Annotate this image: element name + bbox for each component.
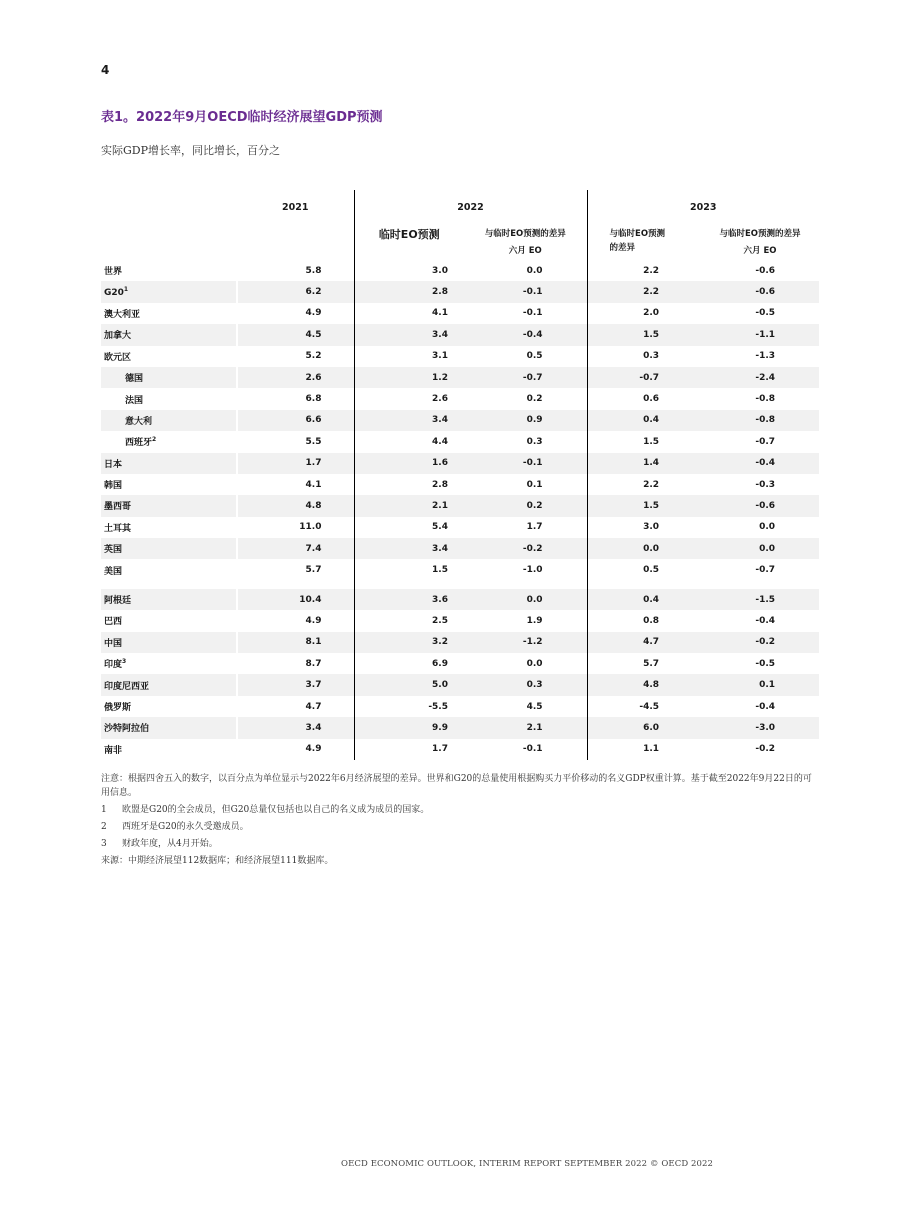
cell-value: 0.0 [759,522,776,533]
cell-value: 4.9 [305,615,322,626]
cell-value: 4.8 [587,674,701,695]
cell-value: 6.6 [237,410,354,431]
cell-value: 5.0 [354,674,464,695]
country-label: 巴西 [104,617,123,628]
cell-value: 4.7 [587,632,701,653]
cell-value: 2.8 [354,281,464,302]
cell-value: 0.1 [526,479,543,490]
cell-value: -3.0 [701,717,819,738]
group-spacer [101,581,819,589]
country-label: 西班牙 [125,438,153,449]
country-name [101,589,237,610]
note-source: 来源：中期经济展望112数据库；和经济展望111数据库。 [101,856,334,866]
country-name [101,453,237,474]
cell-value: 8.1 [237,632,354,653]
table-row [101,632,819,653]
country-name [101,653,237,674]
cell-value: 2.2 [587,474,701,495]
country-name [101,696,237,717]
footnote-2-number: 2 [101,822,107,832]
cell-value: -0.6 [701,495,819,516]
cell-value: -1.0 [522,565,543,576]
country-name [101,281,237,302]
country-name [101,674,237,695]
table-title: 表1。2022年9月OECD临时经济展望GDP预测 [101,110,383,125]
cell-value: 6.8 [305,394,322,405]
footnote-marker: 2 [152,436,157,444]
cell-value: 1.5 [354,559,464,580]
country-name [101,346,237,367]
cell-value: 4.5 [526,701,543,712]
cell-value: 9.9 [354,717,464,738]
country-label: 澳大利亚 [104,309,141,320]
cell-value: 0.0 [526,265,543,276]
cell-value: 0.2 [526,394,543,405]
cell-value: 5.2 [305,351,322,362]
country-name [101,538,237,559]
footnote-marker: 1 [123,286,129,294]
cell-value: 2.5 [354,610,464,631]
table-row [101,474,819,495]
country-label: 印度 [104,660,123,671]
cell-value: -0.4 [701,453,819,474]
gdp-table-container [101,190,819,760]
subheader-interim-2023-line1: 与临时EO预测 [609,229,666,239]
spacer-cell [354,581,464,589]
country-label: 韩国 [104,481,123,492]
cell-value: 1.7 [354,739,464,760]
page-footer: OECD ECONOMIC OUTLOOK, INTERIM REPORT SEPTEMBER 2022 © OECD 2022 [341,1159,714,1169]
country-label: 欧元区 [104,352,132,363]
country-name [101,632,237,653]
cell-value: -0.7 [755,565,776,576]
cell-value: 7.4 [237,538,354,559]
cell-value: 1.6 [354,453,464,474]
country-label: G20 [104,288,124,299]
cell-value: 0.4 [587,410,701,431]
subheader-blank [101,224,237,260]
subheader-interim-2023 [587,224,701,260]
cell-value: 1.1 [587,739,701,760]
footnote-1 [101,803,819,817]
table-subtitle: 实际GDP增长率，同比增长，百分之 [101,144,281,157]
cell-value: 2.8 [354,474,464,495]
cell-value: 5.4 [354,517,464,538]
cell-value: 3.4 [354,324,464,345]
table-row [101,281,819,302]
cell-value: 1.7 [526,522,543,533]
footnote-marker: 3 [122,658,127,666]
cell-value: 6.2 [237,281,354,302]
subheader-interim-2023-line2: 的差异 [609,243,636,253]
cell-value: 2.0 [587,303,701,324]
table-row [101,610,819,631]
country-name [101,717,237,738]
cell-value: 3.7 [237,674,354,695]
cell-value: 1.9 [526,615,543,626]
cell-value: -0.5 [755,658,776,669]
spacer-cell [237,581,354,589]
country-name [101,517,237,538]
table-row [101,324,819,345]
subheader-interim-forecast: 临时EO预测 [354,224,464,260]
subheader-diff-2022-line1: 与临时EO预测的差异 [484,229,566,239]
subheader-diff-2023 [701,224,819,260]
country-name [101,739,237,760]
cell-value: 5.5 [305,436,322,447]
cell-value: 0.5 [587,559,701,580]
spacer-cell [701,581,819,589]
country-name [101,495,237,516]
country-label: 意大利 [125,416,153,427]
cell-value: 0.8 [587,610,701,631]
country-name [101,559,237,580]
cell-value: -1.2 [464,632,587,653]
cell-value: 4.4 [354,431,464,452]
cell-value: 1.4 [587,453,701,474]
cell-value: 3.4 [354,538,464,559]
country-label: 印度尼西亚 [104,681,150,692]
cell-value: 4.9 [305,744,322,755]
cell-value: 6.9 [354,653,464,674]
cell-value: -1.1 [701,324,819,345]
cell-value: 0.5 [526,351,543,362]
country-label: 加拿大 [104,331,132,342]
country-label: 世界 [104,267,123,278]
country-name [101,610,237,631]
cell-value: 1.2 [354,367,464,388]
subheader-diff-2023-line2: 六月 EO [743,246,777,256]
cell-value: -0.6 [755,265,776,276]
cell-value: -0.4 [755,701,776,712]
country-label: 中国 [104,638,123,649]
cell-value: -0.7 [755,436,776,447]
footnote-2 [101,820,819,834]
cell-value: 2.2 [587,281,701,302]
country-label: 沙特阿拉伯 [104,724,150,735]
cell-value: -0.2 [755,744,776,755]
spacer-cell [101,581,237,589]
subheader-diff-2022-line2: 六月 EO [508,246,542,256]
cell-value: 3.0 [354,260,464,281]
cell-value: 0.0 [464,589,587,610]
country-label: 阿根廷 [104,596,132,607]
cell-value: -0.2 [701,632,819,653]
footnote-1-number: 1 [101,805,107,815]
footnote-2-text: 西班牙是G20的永久受邀成员。 [122,822,249,832]
header-year-2023: 2023 [587,190,819,224]
country-label: 南非 [104,745,123,756]
cell-value: 4.7 [305,701,322,712]
cell-value: 2.6 [354,388,464,409]
country-label: 德国 [125,374,144,385]
cell-value: 5.7 [587,653,701,674]
country-label: 俄罗斯 [104,703,132,713]
cell-value: 10.4 [237,589,354,610]
subheader-diff-2022 [464,224,587,260]
cell-value: 4.1 [305,479,322,490]
cell-value: 0.1 [701,674,819,695]
country-name [101,410,237,431]
cell-value: -0.5 [755,308,776,319]
header-year-2022: 2022 [354,190,587,224]
cell-value: 2.1 [354,495,464,516]
spacer-cell [587,581,701,589]
footnote-1-text: 欧盟是G20的全会成员，但G20总量仅包括也以自己的名义成为成员的国家。 [122,805,430,815]
cell-value: 4.8 [237,495,354,516]
cell-value: 3.2 [354,632,464,653]
header-year-2021: 2021 [282,201,309,213]
cell-value: 6.0 [587,717,701,738]
table-row [101,346,819,367]
cell-value: -0.6 [701,281,819,302]
note-main: 注意：根据四舍五入的数字，以百分点为单位显示与2022年6月经济展望的差异。世界和G20的总量使用根据购买力平价移动的名义GDP权重计算。基于截至2022年9月22日的可用信息。 [101,774,812,798]
country-label: 墨西哥 [104,502,132,513]
cell-value: 0.6 [587,388,701,409]
country-label: 日本 [104,459,123,470]
cell-value: -0.7 [464,367,587,388]
header-blank [101,190,237,224]
year-header-row [101,190,819,224]
table-row [101,696,819,717]
table-row [101,653,819,674]
cell-value: 2.6 [237,367,354,388]
cell-value: -0.4 [464,324,587,345]
gdp-projections-table [101,190,819,760]
table-row [101,517,819,538]
cell-value: 1.5 [587,431,701,452]
subheader-2021-blank [237,224,354,260]
country-name [101,260,237,281]
cell-value: -1.3 [755,351,776,362]
table-row [101,410,819,431]
country-name [101,474,237,495]
cell-value: 1.7 [237,453,354,474]
table-row [101,495,819,516]
table-row [101,674,819,695]
cell-value: -0.7 [587,367,701,388]
cell-value: 2.2 [587,260,701,281]
subheader-row [101,224,819,260]
country-name [101,431,237,452]
cell-value: 3.4 [354,410,464,431]
country-name [101,367,237,388]
spacer-cell [464,581,587,589]
table-row [101,260,819,281]
cell-value: 1.5 [587,495,701,516]
cell-value: -0.1 [522,308,543,319]
footnote-3-number: 3 [101,839,107,849]
country-label: 法国 [125,395,144,406]
cell-value: -2.4 [701,367,819,388]
cell-value: -0.8 [701,410,819,431]
country-name [101,388,237,409]
cell-value: 0.3 [464,674,587,695]
cell-value: 3.4 [237,717,354,738]
cell-value: -0.2 [464,538,587,559]
country-label: 土耳其 [104,523,132,534]
footnote-3 [101,837,819,851]
footnote-3-text: 财政年度，从4月开始。 [122,839,218,849]
cell-value: 0.3 [587,346,701,367]
cell-value: -0.1 [464,281,587,302]
cell-value: 1.5 [587,324,701,345]
cell-value: 2.1 [464,717,587,738]
subheader-diff-2023-line1: 与临时EO预测的差异 [719,229,801,239]
cell-value: -0.4 [755,615,776,626]
table-row [101,431,819,452]
cell-value: 3.1 [354,346,464,367]
cell-value: 4.1 [354,303,464,324]
cell-value: 0.0 [587,538,701,559]
table-row [101,303,819,324]
table-row [101,589,819,610]
page-number: 4 [101,63,110,77]
table-row [101,739,819,760]
cell-value: -5.5 [354,696,464,717]
table-row [101,559,819,580]
country-name [101,303,237,324]
table-row [101,453,819,474]
table-row [101,538,819,559]
table-body [101,260,819,760]
table-notes [101,772,819,871]
cell-value: 3.0 [587,517,701,538]
cell-value: -1.5 [701,589,819,610]
country-label: 英国 [104,545,123,556]
table-row [101,367,819,388]
table-row [101,388,819,409]
table-row [101,717,819,738]
cell-value: 4.5 [237,324,354,345]
cell-value: 0.3 [526,436,543,447]
cell-value: 0.9 [464,410,587,431]
country-label: 美国 [104,566,123,577]
cell-value: -0.1 [522,744,543,755]
cell-value: 0.2 [464,495,587,516]
cell-value: 11.0 [299,522,322,533]
cell-value: -0.8 [755,394,776,405]
cell-value: -4.5 [587,696,701,717]
cell-value: 5.8 [305,265,322,276]
country-name [101,324,237,345]
cell-value: 4.9 [305,308,322,319]
cell-value: 0.4 [587,589,701,610]
cell-value: 5.7 [305,565,322,576]
cell-value: -0.1 [464,453,587,474]
cell-value: 8.7 [305,658,322,669]
cell-value: 0.0 [701,538,819,559]
cell-value: 3.6 [354,589,464,610]
cell-value: 0.0 [526,658,543,669]
cell-value: -0.3 [755,479,776,490]
